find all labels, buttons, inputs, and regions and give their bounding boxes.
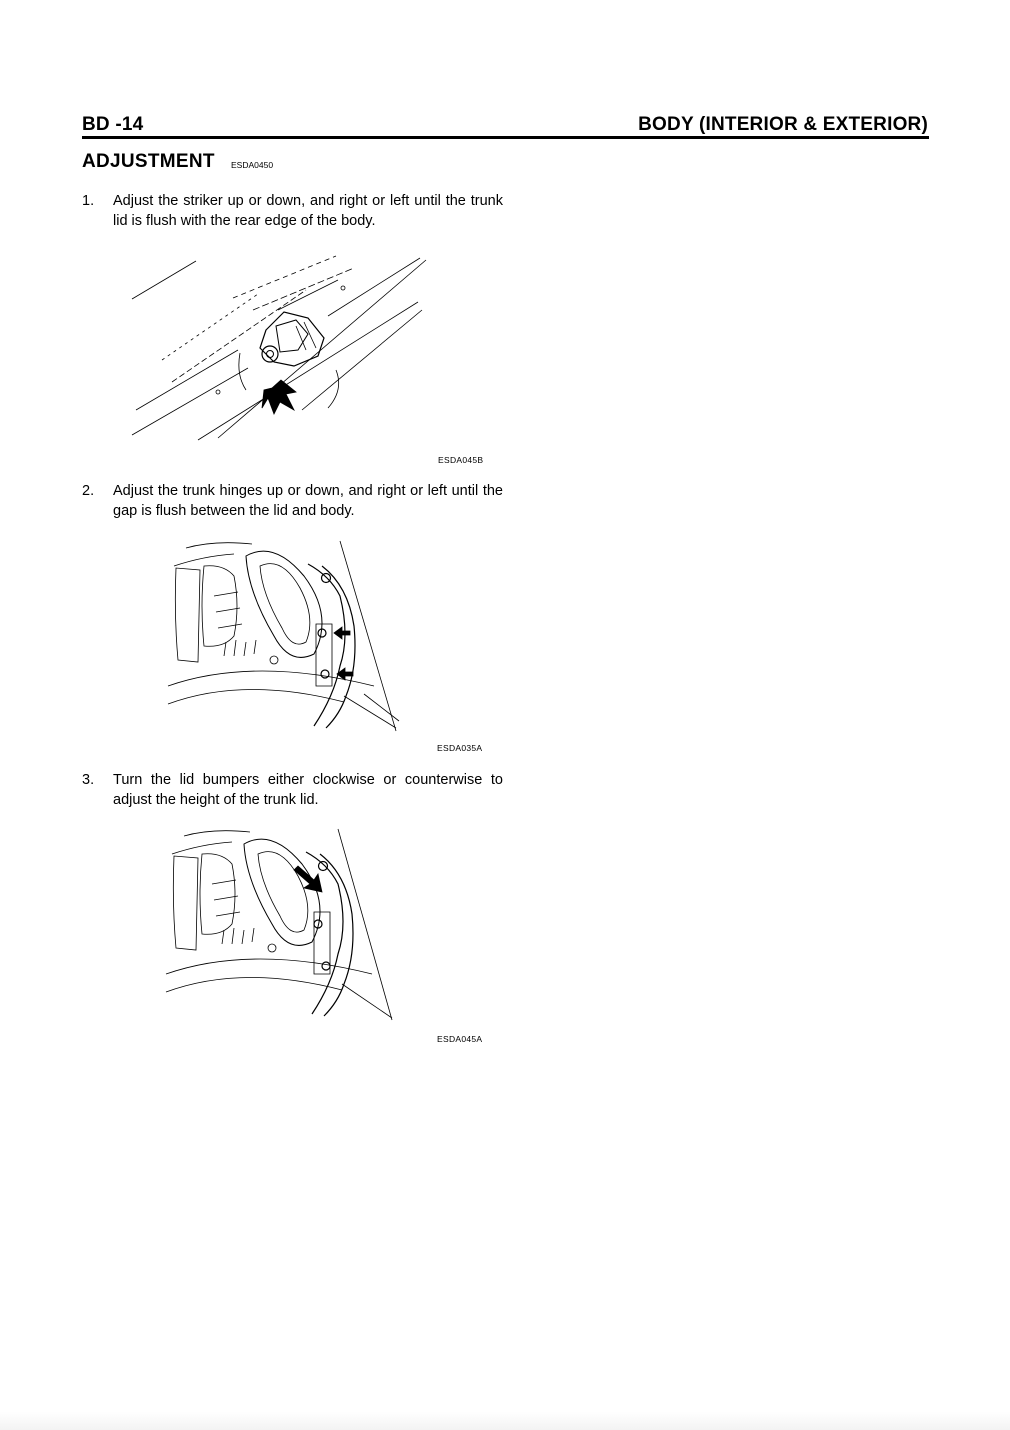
step-number: 2.: [82, 483, 95, 499]
step-1: [82, 192, 502, 234]
step-3: [82, 771, 502, 813]
step-text: Turn the lid bumpers either clockwise or counterwise to adjust the height of the trunk lid.: [113, 772, 503, 808]
figure-code: ESDA045B: [438, 455, 484, 465]
page-edge-shadow: [0, 1412, 1010, 1430]
step-2: [82, 482, 502, 524]
step-text: Adjust the trunk hinges up or down, and right or left until the gap is flush between the lid and body.: [113, 483, 503, 519]
page-number: BD -14: [82, 114, 144, 135]
step-text: Adjust the striker up or down, and right or left until the trunk lid is flush with the rear edge of the body.: [113, 193, 503, 229]
figure-code: ESDA035A: [437, 743, 483, 753]
section-title: ADJUSTMENT: [82, 151, 215, 172]
section-code: ESDA0450: [231, 160, 274, 170]
step-number: 1.: [82, 193, 95, 209]
chapter-title: BODY (INTERIOR & EXTERIOR): [638, 114, 928, 135]
header-divider: [82, 136, 929, 139]
trunk-hinge-illustration: [164, 536, 483, 753]
step-number: 3.: [82, 772, 95, 788]
striker-illustration: [128, 250, 484, 465]
figure-code: ESDA045A: [437, 1034, 483, 1044]
lid-bumper-illustration: [162, 824, 483, 1044]
